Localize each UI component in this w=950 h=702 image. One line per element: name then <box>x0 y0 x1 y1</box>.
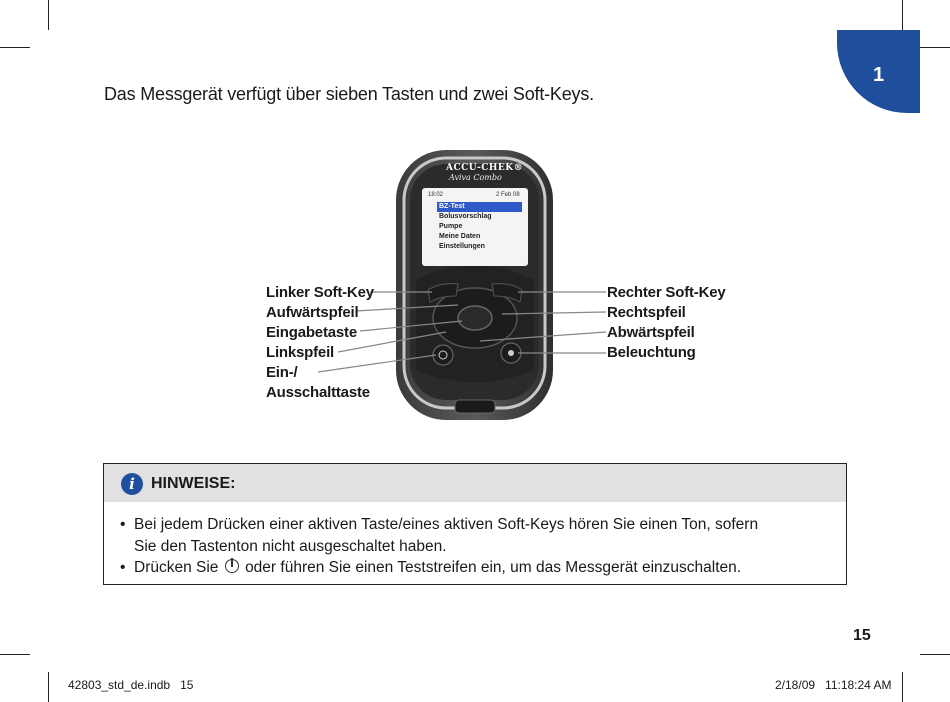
notes-item-text: Drücken Sie <box>134 559 219 576</box>
screen-menu-item: Meine Daten <box>439 233 481 240</box>
footer-file-info: 42803_std_de.indb 15 <box>68 678 194 692</box>
screen-menu-item: Pumpe <box>439 223 463 230</box>
label-right-soft-key: Rechter Soft-Key <box>607 284 726 301</box>
label-up-arrow: Aufwärtspfeil <box>266 304 359 321</box>
notes-item <box>120 514 820 557</box>
label-down-arrow: Abwärtspfeil <box>607 324 695 341</box>
device-model: Aviva Combo <box>449 173 502 182</box>
device-brand: ACCU-CHEK® <box>446 163 524 173</box>
screen-menu-item: Einstellungen <box>439 243 485 250</box>
label-power-line2: Ausschalttaste <box>266 384 370 401</box>
page-number: 15 <box>853 627 871 644</box>
label-left-soft-key: Linker Soft-Key <box>266 284 374 301</box>
screen-menu-item-selected: BZ-Test <box>439 203 465 210</box>
intro-text: Das Messgerät verfügt über sieben Tasten und zwei Soft-Keys. <box>104 84 594 104</box>
footer-timestamp: 2/18/09 11:18:24 AM <box>775 678 892 692</box>
screen-menu <box>439 202 523 252</box>
notes-list <box>120 514 820 579</box>
notes-header <box>104 464 846 502</box>
label-backlight: Beleuchtung <box>607 344 696 361</box>
screen-menu-item: Bolusvorschlag <box>439 213 492 220</box>
label-right-arrow: Rechtspfeil <box>607 304 686 321</box>
label-left-arrow: Linkspfeil <box>266 344 335 361</box>
screen-date: 2 Feb 08 <box>496 192 520 198</box>
label-power-line1: Ein-/ <box>266 364 298 381</box>
chapter-number: 1 <box>872 64 885 86</box>
notes-item-text: oder führen Sie einen Teststreifen ein, um das Messgerät einzuschalten. <box>245 559 742 576</box>
power-icon <box>225 559 239 573</box>
notes-box <box>103 463 847 585</box>
notes-item-text: Sie den Tastenton nicht ausgeschaltet haben. <box>134 537 447 555</box>
screen-time: 18:02 <box>428 192 444 198</box>
notes-title: HINWEISE: <box>151 475 236 492</box>
info-icon: i <box>121 473 143 495</box>
notes-item <box>120 557 820 579</box>
notes-item-text: Bei jedem Drücken einer aktiven Taste/eines aktiven Soft-Keys hören Sie einen Ton, sofern <box>134 516 759 533</box>
label-enter-key: Eingabetaste <box>266 324 357 341</box>
